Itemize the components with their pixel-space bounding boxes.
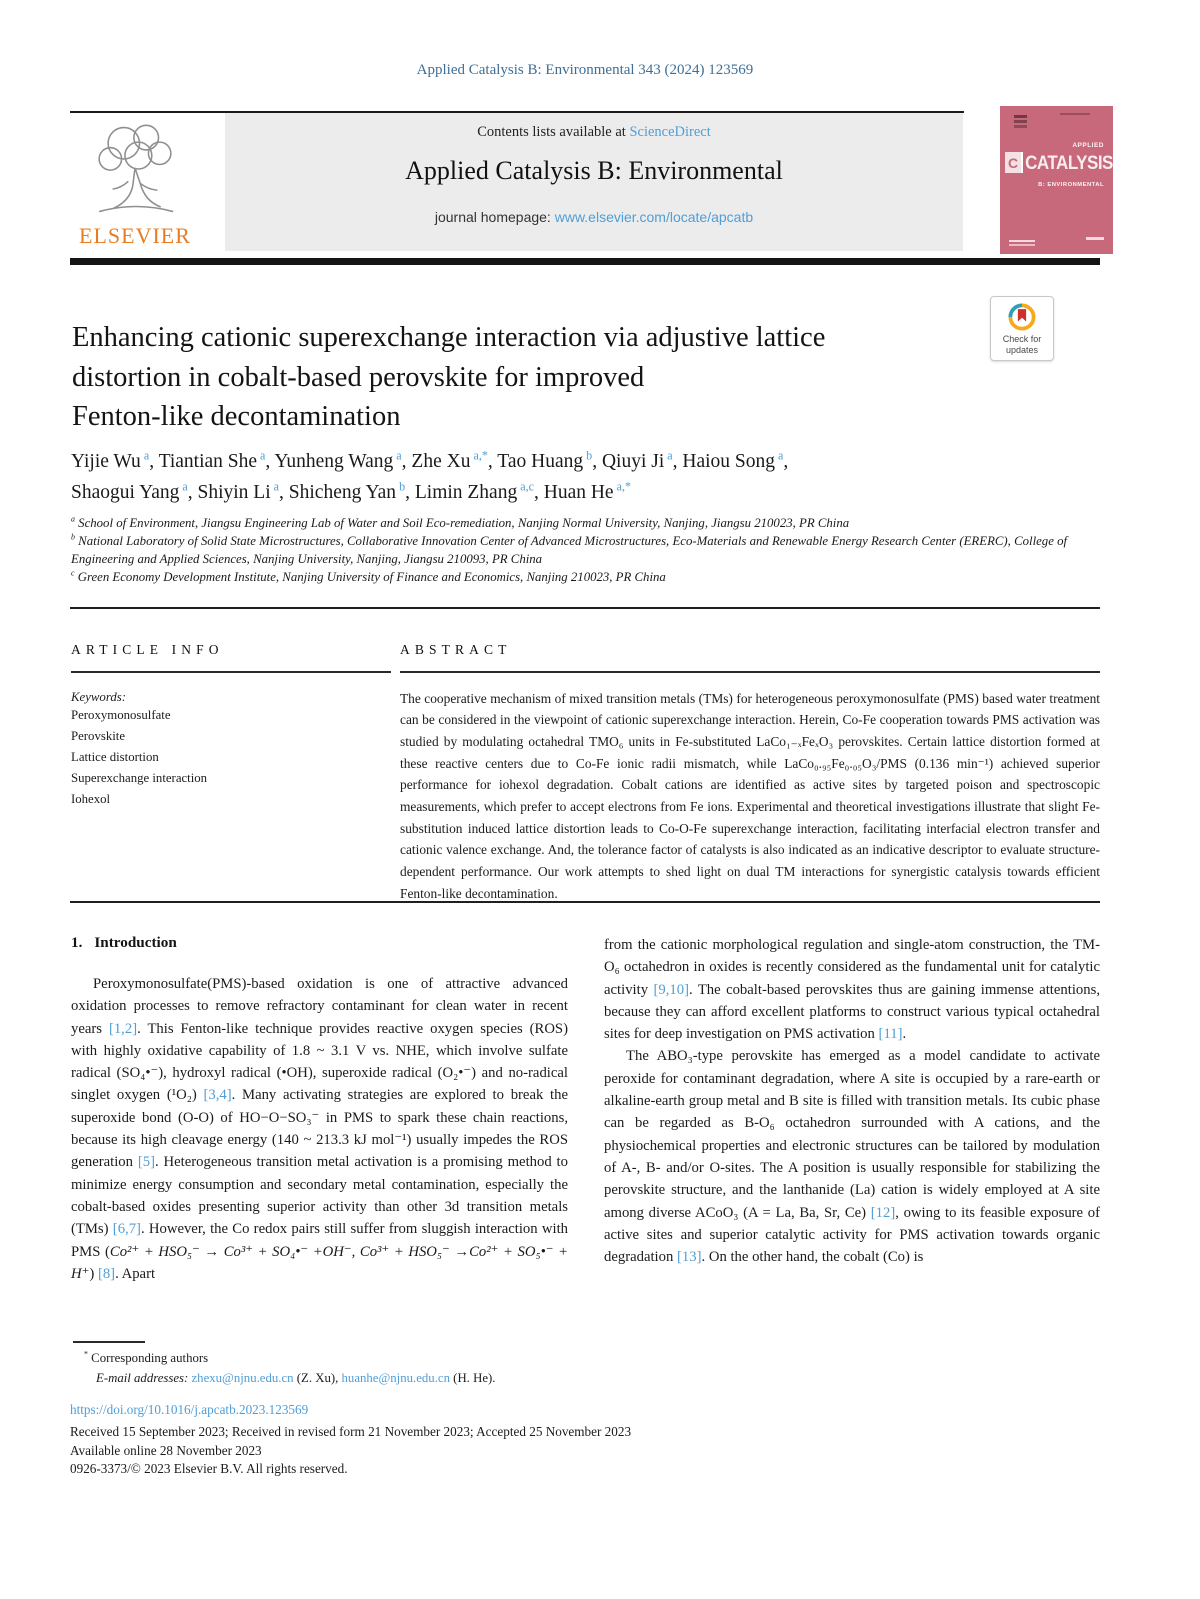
journal-header-box xyxy=(225,113,963,251)
intro-column-right xyxy=(604,934,1100,1268)
cover-subtitle: B: ENVIRONMENTAL xyxy=(1038,182,1104,188)
intro-column-left xyxy=(71,934,568,1285)
doi-link[interactable]: https://doi.org/10.1016/j.apcatb.2023.123569 xyxy=(70,1402,309,1417)
keyword-5: Iohexol xyxy=(71,791,111,806)
affiliations xyxy=(71,514,1096,586)
homepage-line xyxy=(225,209,963,225)
article-info-heading: ARTICLE INFO xyxy=(71,642,224,657)
cover-title-row xyxy=(1005,152,1113,173)
cover-microtext-top xyxy=(1014,115,1027,118)
journal-homepage-link[interactable]: www.elsevier.com/locate/apcatb xyxy=(554,209,754,225)
cover-microtext-bottom-left xyxy=(1009,240,1035,242)
section-heading-introduction xyxy=(71,934,568,952)
author-line-2: Shaogui Yang $^a$, Shiyin Li $^a$, Shicheng Yan $^b$, Limin Zhang $^{a,c}$, Huan He $^{a,*}$ xyxy=(71,479,632,503)
check-for-updates-badge[interactable] xyxy=(990,296,1054,361)
section-divider-top xyxy=(70,607,1100,609)
intro-paragraph-2: The ABO₃-type perovskite has emerged as a model candidate to activate peroxide for contaminant degradation, where A site is occupied by a rare-earth or alkaline-earth group metal and B site is filled with transition metals. Its cubic phase can be regarded as B-O₆ octahedron surrounded with A cations, and the physiochemical properties and electronic structures can be tailored by modulation of A-, B- and/or O-sites. The A position is usually responsible for stabilizing the perovskite structure, and the lanthanide (La) cation is widely employed at A site among diverse ACoO₃ (A = La, Ba, Sr, Ce) [12], owing to its feasible exposure of active sites and superior catalytic activity for PMS activation towards organic degradation [13]. On the other hand, the cobalt (Co) is xyxy=(604,1048,1100,1266)
keyword-1: Peroxymonosulfate xyxy=(71,707,171,722)
author-list xyxy=(71,447,1061,508)
elsevier-wordmark: ELSEVIER xyxy=(79,223,191,248)
keyword-4: Superexchange interaction xyxy=(71,770,208,785)
article-info-rule xyxy=(71,671,391,673)
cover-applied-label: APPLIED xyxy=(1072,142,1104,149)
journal-cover-thumbnail[interactable] xyxy=(1000,106,1113,254)
received-dates-line: Received 15 September 2023; Received in revised form 21 November 2023; Accepted 25 November 2023 xyxy=(70,1424,632,1439)
footnote-rule xyxy=(73,1341,145,1343)
author-line-1: Yijie Wu $^a$, Tiantian She $^a$, Yunheng Wang $^a$, Zhe Xu $^{a,*}$, Tao Huang $^b$, Qiuyi Ji $^a$, Haiou Song $^a$, xyxy=(71,448,789,472)
article-title-line3: Fenton-like decontamination xyxy=(72,401,401,432)
article-title xyxy=(72,318,982,437)
keywords-label: Keywords: xyxy=(71,689,126,704)
journal-title: Applied Catalysis B: Environmental xyxy=(405,156,783,185)
elsevier-tree-icon xyxy=(79,118,191,220)
intro-paragraph-1-continued: from the cationic morphological regulation and single-atom construction, the TM-O₆ octahedron in oxides is recently considered as the fundamental unit for catalytic activity [9,10]. The cobalt-based perovskites thus are gaining immense attentions, because they can afford excellent platforms to construct various typical octahedral sites for deep investigation on PMS activation [11]. xyxy=(604,937,1100,1043)
section-name: Introduction xyxy=(94,934,177,951)
sciencedirect-link[interactable]: ScienceDirect xyxy=(629,124,711,140)
running-head-citation: Applied Catalysis B: Environmental 343 (2024) 123569 xyxy=(416,62,754,78)
elsevier-logo[interactable] xyxy=(70,118,200,249)
article-title-line1: Enhancing cationic superexchange interaction via adjustive lattice xyxy=(72,322,826,353)
cover-title-text: CATALYSIS xyxy=(1025,151,1113,173)
affiliation-a: $^a$ School of Environment, Jiangsu Engineering Lab of Water and Soil Eco-remediation, Nanjing Normal University, Nanjing, Jiangsu 210023, PR China xyxy=(71,514,850,530)
section-number: 1. xyxy=(71,934,83,951)
homepage-prefix: journal homepage: xyxy=(434,209,555,225)
corresponding-authors-note: * Corresponding authors xyxy=(84,1349,209,1365)
issn-copyright-line: 0926-3373/© 2023 Elsevier B.V. All rights reserved. xyxy=(70,1461,348,1476)
abstract-text: The cooperative mechanism of mixed transition metals (TMs) for heterogeneous peroxymonosulfate (PMS) based water treatment can be considered in the viewpoint of cationic superexchange interaction. Herein, Co-Fe cooperation towards PMS activation was studied by modulating octahedral TMO₆ units in Fe-substituted LaCo₁₋ₓFeₓO₃ perovskites. Certain lattice distortion formed at these reactive centers due to Co-Fe ionic radii mismatch, while LaCo₀.₉₅Fe₀.₀₅O₃/PMS (0.136 min⁻¹) achieved superior performance for iohexol degradation. Cobalt cations are identified as active sites by targeted poison and spectroscopic measurements, which prefer to accept electrons from Fe ions. Experimental and theoretical investigations illustrate that slight Fe-substitution induced lattice distortion leads to Co-O-Fe superexchange interaction, facilitating interfacial electron transfer and cationic valence exchange. And, the tolerance factor of catalysts is also indicated as an indicative descriptor to evaluate structure-dependent performance. Our work attempts to shed light on dual TM interactions for synergistic catalysis towards efficient Fenton-like decontamination. xyxy=(400,690,1100,901)
abstract-rule xyxy=(400,671,1100,673)
abstract-heading: ABSTRACT xyxy=(400,642,512,657)
article-info-section xyxy=(71,628,391,810)
cover-c-logo: C xyxy=(1005,152,1023,173)
contents-prefix: Contents lists available at xyxy=(477,124,630,140)
intro-paragraph-1: Peroxymonosulfate(PMS)-based oxidation is one of attractive advanced oxidation processes to remove refractory contaminant for clean water in recent years [1,2]. This Fenton-like technique provides reactive oxygen species (ROS) with highly oxidative capability of 1.8 ~ 3.1 V vs. NHE, which involve sulfate radical (SO₄•⁻), hydroxyl radical (•OH), superoxide radical (O₂•⁻) and no-radical singlet oxygen (¹O₂) [3,4]. Many activating strategies are explored to break the superoxide bond (O-O) of HO−O−SO₃⁻ in PMS to spark these chain reactions, because its high cleavage energy (140 ~ 213.3 kJ mol⁻¹) usually impedes the ROS generation [5]. Heterogeneous transition metal activation is a promising method to minimize energy consumption and secondary metal contamination, especially the cobalt-based oxides presenting superior activity than other 3d transition metals (TMs) [6,7]. However, the Co redox pairs still suffer from sluggish interaction with PMS (Co²⁺ + HSO₅⁻ → Co³⁺ + SO₄•⁻ +OH⁻, Co³⁺ + HSO₅⁻ →Co²⁺ + SO₅•⁻ + H⁺) [8]. Apart xyxy=(71,976,568,1282)
keyword-2: Perovskite xyxy=(71,728,126,743)
check-for-updates-label: Check for updates xyxy=(1002,334,1042,355)
keyword-3: Lattice distortion xyxy=(71,749,159,764)
section-divider-bottom xyxy=(70,901,1100,903)
contents-line xyxy=(225,124,963,141)
affiliation-b: $^b$ National Laboratory of Solid State Microstructures, Collaborative Innovation Center of Advanced Microstructures, Eco-Materials and Renewable Energy Research Center (ERERC), College of Engineering and Applied Sciences, Nanjing University, Nanjing, Jiangsu 210093, PR China xyxy=(71,532,1068,566)
affiliation-c: $^c$ Green Economy Development Institute, Nanjing University of Finance and Economics, Nanjing 210023, PR China xyxy=(71,568,666,584)
header-divider-bar xyxy=(70,258,1100,265)
article-title-line2: distortion in cobalt-based perovskite for improved xyxy=(72,361,645,393)
crossmark-icon xyxy=(1007,302,1037,332)
abstract-section xyxy=(400,628,1100,905)
cover-microtext-bottom-right xyxy=(1086,237,1104,240)
cover-microtext-top2 xyxy=(1060,113,1090,115)
available-online-line: Available online 28 November 2023 xyxy=(70,1443,262,1458)
email-addresses-note: E-mail addresses: zhexu@njnu.edu.cn (Z. Xu), huanhe@njnu.edu.cn (H. He). xyxy=(96,1371,496,1385)
